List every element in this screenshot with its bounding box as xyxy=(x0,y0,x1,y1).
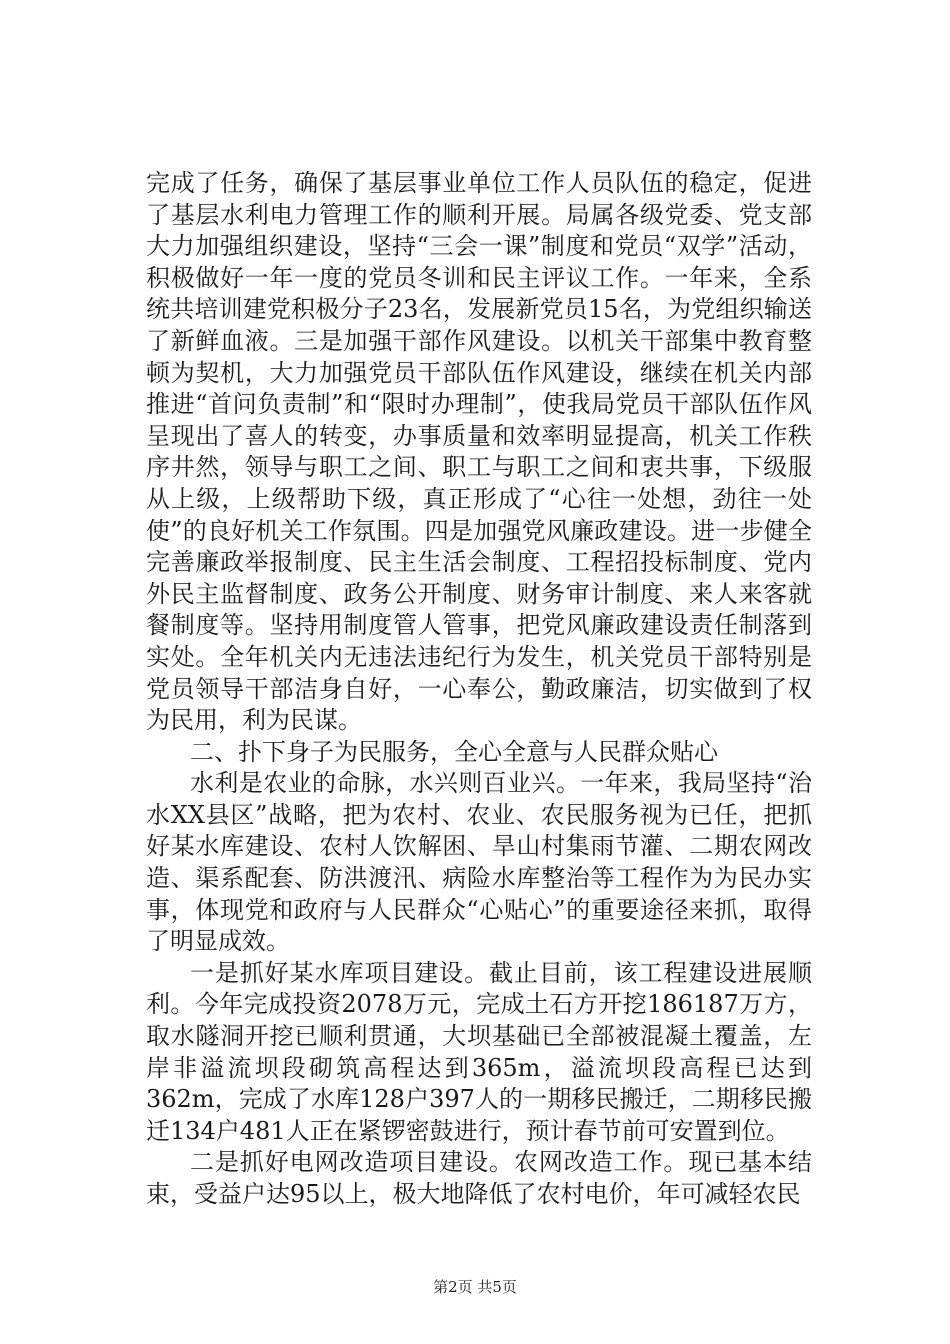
page-footer: 第2页 共5页 xyxy=(433,1278,517,1296)
paragraph-reservoir-project: 一是抓好某水库项目建设。截止目前，该工程建设进展顺利。今年完成投资2078万元，完成土石方开挖186187万方，取水隧洞开挖已顺利贯通，大坝基础已全部被混凝土覆盖，左岸非溢流坝段砌筑高程达到365m，溢流坝段高程已达到362m，完成了水库128户397人的一期移民搬迁，二期移民搬迁134户481人正在紧锣密鼓进行，预计春节前可安置到位。 xyxy=(146,958,812,1145)
paragraph-grid-project: 二是抓好电网改造项目建设。农网改造工作。现已基本结束，受益户达95以上，极大地降低了农村电价，年可减轻农民 xyxy=(146,1148,812,1208)
paragraph-water-conservancy: 水利是农业的命脉，水兴则百业兴。一年来，我局坚持“治水XX县区”战略，把为农村、农业、农民服务视为已任，把抓好某水库建设、农村人饮解困、旱山村集雨节灌、二期农网改造、渠系配套、防洪渡汛、病险水库整治等工程作为为民办实事，体现党和政府与人民群众“心贴心”的重要途径来抓，取得了明显成效。 xyxy=(146,769,812,956)
paragraph-party-building: 完成了任务，确保了基层事业单位工作人员队伍的稳定，促进了基层水利电力管理工作的顺利开展。局属各级党委、党支部大力加强组织建设，坚持“三会一课”制度和党员“双学”活动，积极做好一年一度的党员冬训和民主评议工作。一年来，全系统共培训建党积极分子23名，发展新党员15名，为党组织输送了新鲜血液。三是加强干部作风建设。以机关干部集中教育整顿为契机，大力加强党员干部队伍作风建设，继续在机关内部推进“首问负责制”和“限时办理制”，使我局党员干部队伍作风呈现出了喜人的转变，办事质量和效率明显提高，机关工作秩序井然，领导与职工之间、职工与职工之间和衷共事，下级服从上级，上级帮助下级，真正形成了“心往一处想，劲往一处使”的良好机关工作氛围。四是加强党风廉政建设。进一步健全完善廉政举报制度、民主生活会制度、工程招投标制度、党内外民主监督制度、政务公开制度、财务审计制度、来人来客就餐制度等。坚持用制度管人管事，把党风廉政建设责任制落到实处。全年机关内无违法违纪行为发生，机关党员干部特别是党员领导干部洁身自好，一心奉公，勤政廉洁，切实做到了权为民用，利为民谋。 xyxy=(146,169,812,735)
section-heading-service: 二、扑下身子为民服务，全心全意与人民群众贴心 xyxy=(190,737,718,766)
document-body xyxy=(146,168,812,1211)
